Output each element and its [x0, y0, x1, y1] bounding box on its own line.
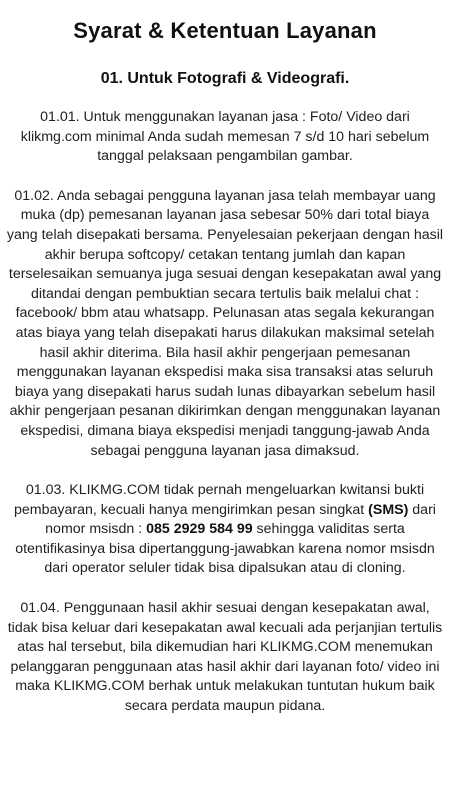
- msisdn-number: 085 2929 584 99: [146, 521, 253, 538]
- page-title: Syarat & Ketentuan Layanan: [73, 18, 377, 43]
- section-heading-photography: 01. Untuk Fotografi & Videografi.: [100, 70, 350, 87]
- term-01-01: 01.01. Untuk menggunakan layanan jasa : Foto/ Video dari klikmg.com minimal Anda sudah memesan 7 s/d 10 hari sebelum tanggal pelaksaan pengambilan gambar.: [20, 109, 430, 165]
- term-01-04: 01.04. Penggunaan hasil akhir sesuai dengan kesepakatan awal, tidak bisa keluar dari kesepakatan awal kecuali ada perjanjian tertulis atas hal tersebut, bila dikemudian hari KLIKMG.COM menemukan pelanggaran penggunaan atas hasil akhir dari layanan foto/ video ini maka KLIKMG.COM berhak untuk melakukan tuntutan hukum baik secara perdata maupun pidana.: [7, 600, 443, 715]
- term-01-03: [6, 481, 444, 579]
- term-01-02: 01.02. Anda sebagai pengguna layanan jasa telah membayar uang muka (dp) pemesanan layanan jasa sebesar 50% dari total biaya yang telah disepakati bersama. Penyelesaian pekerjaan dengan hasil akhir berupa softcopy/ cetakan tentang jumlah dan kapan terselesaikan semuanya juga sesuai dengan kesepakatan awal yang ditandai dengan pembuktian secara tertulis baik melalui chat : facebook/ bbm atau whatsapp. Pelunasan atas segala kekurangan atas biaya yang telah disepakati harus dilakukan maksimal setelah hasil akhir diterima. Bila hasil akhir pengerjaan pemesanan menggunakan layanan ekspedisi maka sisa transaksi atas seluruh biaya yang disepakati harus sudah lunas dibayarkan sebelum hasil akhir pengerjaan pesanan dikirimkan dengan menggunakan layanan ekspedisi, dimana biaya ekspedisi menjadi tanggung-jawab Anda sebagai pengguna layanan jasa dimaksud.: [6, 187, 444, 459]
- term-01-03-text-b: dari nomor msisdn :: [45, 501, 436, 538]
- term-01-03-text-a: 01.03. KLIKMG.COM tidak pernah mengeluarkan kwitansi bukti pembayaran, kecuali hanya mengirimkan pesan singkat: [14, 482, 425, 518]
- term-01-03-text-c: sehingga validitas serta otentifikasinya bisa dipertanggung-jawabkan karena nomor msisdn dari operator seluler tidak bisa dipalsukan atau di cloning.: [15, 521, 435, 577]
- sms-label: (SMS): [368, 501, 409, 518]
